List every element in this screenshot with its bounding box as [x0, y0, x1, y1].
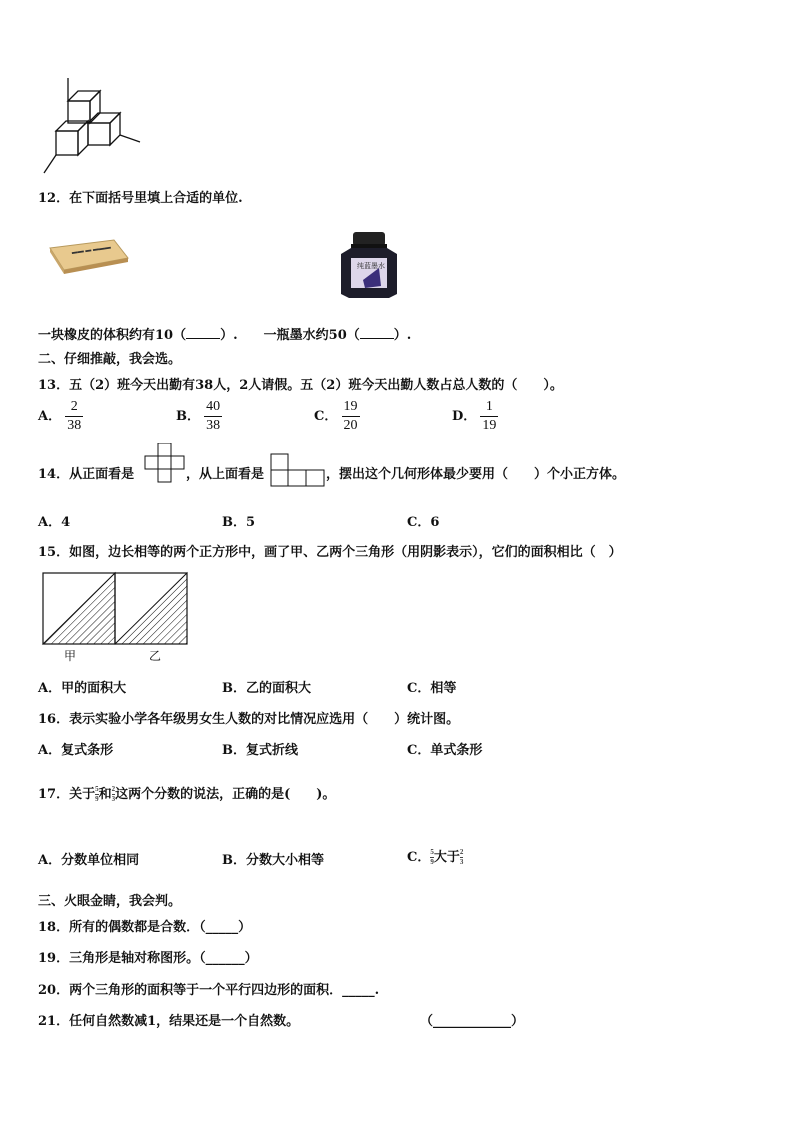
fraction-5-9: $\frac{5}{9}$: [430, 848, 434, 866]
q13-option-d[interactable]: [452, 400, 498, 433]
q13-option-a[interactable]: [38, 400, 83, 433]
q17-option-a[interactable]: A．分数单位相同: [38, 853, 140, 868]
q16-option-c[interactable]: C．单式条形: [407, 743, 483, 758]
fraction: $\frac{19}{20}$: [343, 399, 358, 433]
q20-text: 20．两个三角形的面积等于一个平行四边形的面积．_____.: [38, 983, 380, 998]
q14-text-a: 14．从正面看是: [38, 467, 135, 482]
fraction-5-9: $\frac{5}{9}$: [95, 785, 99, 803]
eraser-value: 10: [155, 328, 174, 343]
q14-text-c: ，摆出这个几何形体最少要用（ ）个小正方体。: [326, 467, 626, 482]
fraction: $\frac{1}{19}$: [482, 399, 497, 433]
q14-option-b[interactable]: B．5: [222, 515, 256, 530]
ink-value: 50: [328, 328, 347, 343]
q16-option-a[interactable]: A．复式条形: [38, 743, 114, 758]
option-label: A．: [38, 409, 62, 424]
triangle-comparison-figure: [40, 570, 192, 648]
q17-option-c[interactable]: C． $\frac{5}{9}$ 大于 $\frac{2}{3}$: [407, 848, 464, 866]
label-jia: 甲: [64, 649, 77, 663]
eraser-image: [44, 236, 132, 276]
q15-option-a[interactable]: A．甲的面积大: [38, 681, 127, 696]
q13-text: 13．五（2）班今天出勤有38人，2人请假。五（2）班今天出勤人数占总人数的（ ）。: [38, 378, 563, 393]
eraser-blank[interactable]: [186, 338, 220, 339]
q14-text-b: ，从上面看是: [186, 467, 265, 482]
q18-text: 18．所有的偶数都是合数．（_____）: [38, 920, 252, 935]
fraction-2-3: $\frac{2}{3}$: [111, 785, 116, 803]
option-label: C．: [314, 409, 338, 424]
eraser-label: 一块橡皮的体积约有: [38, 328, 156, 343]
option-label: B．: [176, 409, 200, 424]
q17-option-b[interactable]: B．分数大小相等: [222, 853, 324, 868]
q21-text: 21．任何自然数减1，结果还是一个自然数。: [38, 1014, 300, 1029]
q14-option-c[interactable]: C．6: [407, 515, 440, 530]
q14-option-a[interactable]: A．4: [38, 515, 71, 530]
option-label: D．: [452, 409, 477, 424]
top-view-figure: [270, 453, 326, 487]
fraction: $\frac{2}{38}$: [67, 399, 82, 433]
q17-text: 17．关于 $\frac{5}{9}$ 和 $\frac{2}{3}$ 这两个分数的说法，正确的是( )。: [38, 785, 336, 803]
label-yi: 乙: [149, 649, 162, 663]
ink-bottle-label: 纯蓝墨水: [357, 262, 385, 270]
q19-text: 19．三角形是轴对称图形。（______）: [38, 951, 258, 966]
svg-text:▬▬ ▬ ▬▬▬: ▬▬ ▬ ▬▬▬: [71, 244, 112, 256]
q21-answer-blank[interactable]: （____________）: [420, 1014, 525, 1029]
ink-label: 一瓶墨水约: [263, 328, 329, 343]
fraction: $\frac{40}{38}$: [206, 399, 221, 433]
q12-answer-line: 一块橡皮的体积约有10（ ）. 一瓶墨水约50（ ）.: [38, 328, 412, 343]
q13-option-c[interactable]: [314, 400, 360, 433]
ink-bottle-image: [335, 228, 405, 300]
section3-heading: 三、火眼金睛，我会判。: [38, 894, 182, 909]
cube-stack-figure: [38, 76, 148, 176]
q15-text: 15．如图，边长相等的两个正方形中，画了甲、乙两个三角形（用阴影表示），它们的面积相比（ ）: [38, 545, 622, 560]
ink-blank[interactable]: [360, 338, 394, 339]
q15-option-c[interactable]: C．相等: [407, 681, 457, 696]
front-view-figure: [144, 443, 186, 483]
q13-option-b[interactable]: [176, 400, 222, 433]
q15-option-b[interactable]: B．乙的面积大: [222, 681, 311, 696]
q12-text: 12．在下面括号里填上合适的单位.: [38, 191, 243, 206]
fraction-2-3: $\frac{2}{3}$: [459, 848, 464, 866]
q16-option-b[interactable]: B．复式折线: [222, 743, 298, 758]
q16-text: 16．表示实验小学各年级男女生人数的对比情况应选用（ ）统计图。: [38, 712, 460, 727]
section2-heading: 二、仔细推敲，我会选。: [38, 352, 182, 367]
